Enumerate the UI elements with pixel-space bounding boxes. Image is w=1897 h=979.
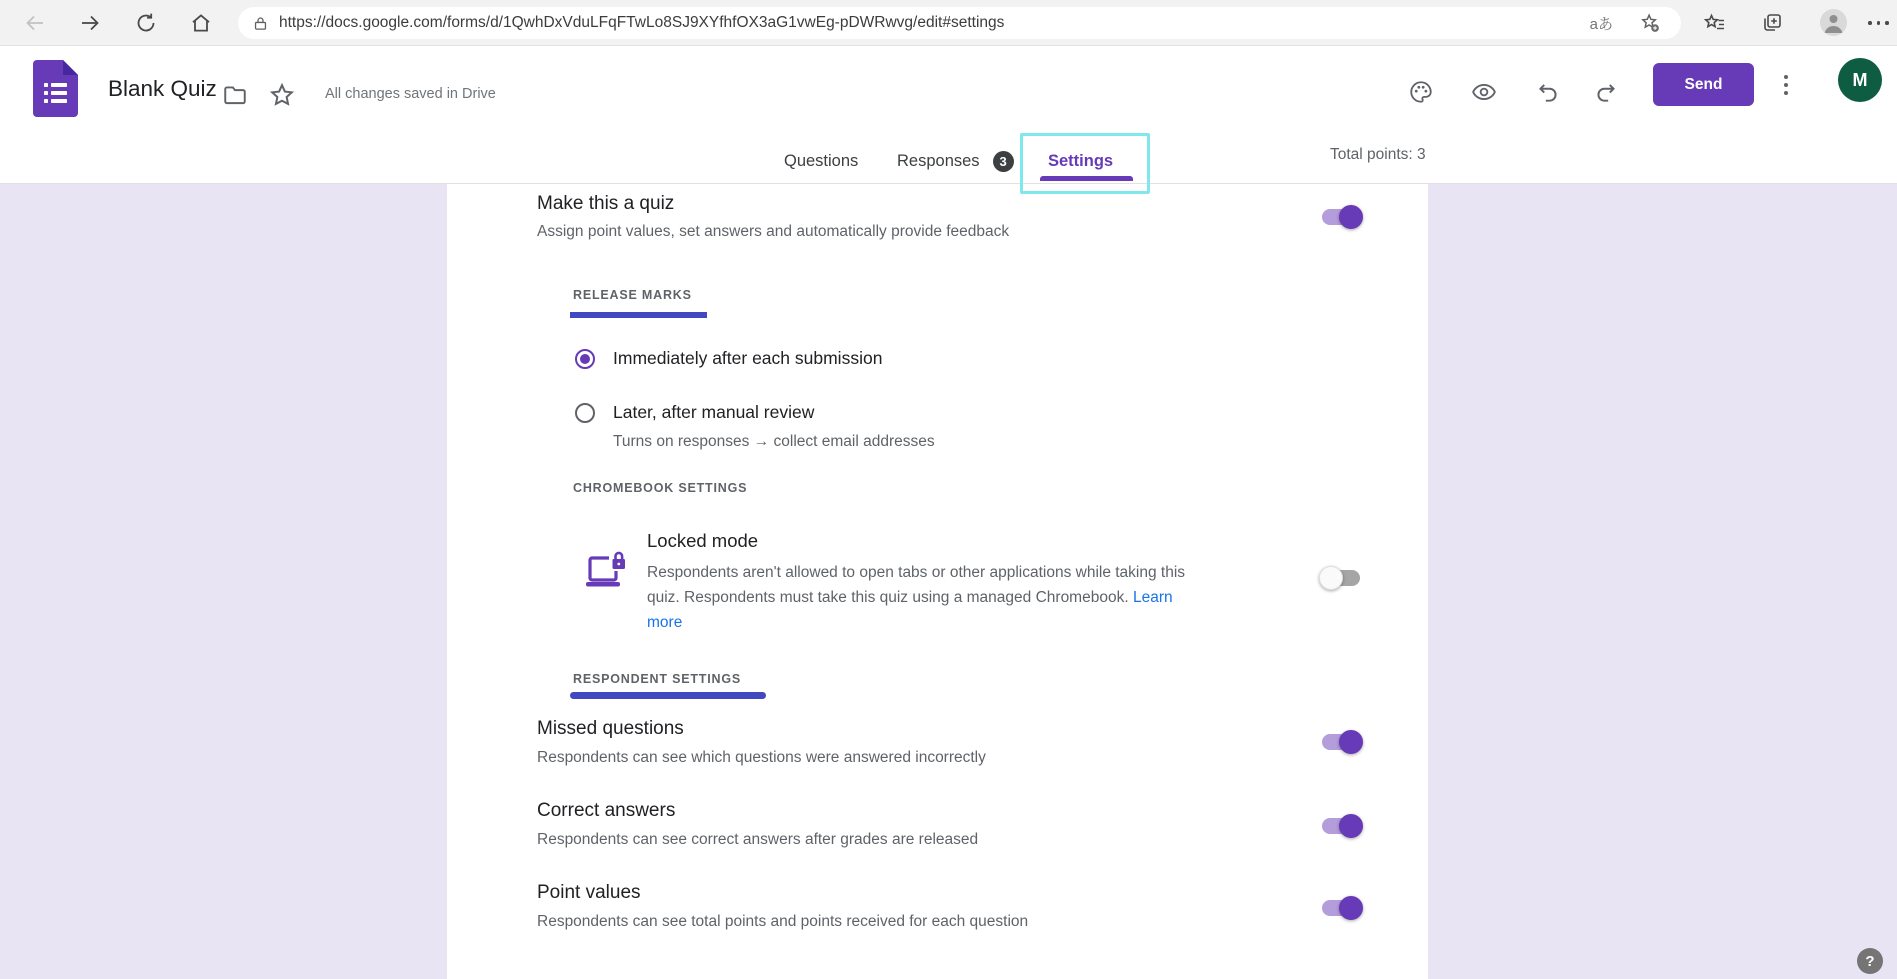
missed-questions-toggle[interactable] [1319,730,1363,754]
redo-icon[interactable] [1593,79,1619,105]
correct-answers-toggle[interactable] [1319,814,1363,838]
point-values-description: Respondents can see total points and points received for each question [537,913,1029,930]
correct-answers-description: Respondents can see correct answers after grades are released [537,831,979,848]
tab-responses-label: Responses [897,151,980,170]
move-folder-icon[interactable] [222,82,248,108]
radio-later-note: Turns on responses → collect email addresses [613,433,935,450]
forward-icon[interactable] [78,11,102,35]
chromebook-settings-heading: CHROMEBOOK SETTINGS [573,481,748,495]
browser-menu-icon[interactable] [1868,21,1890,25]
browser-toolbar [0,0,1897,46]
locked-mode-description-text: Respondents aren't allowed to open tabs or other applications while taking this quiz. Respondents must take this quiz using a managed Chromebook. [647,564,1186,606]
point-values-toggle[interactable] [1319,896,1363,920]
back-icon[interactable] [23,11,47,35]
locked-mode-laptop-lock-icon [583,548,630,594]
locked-mode-description [647,560,1207,635]
correct-answers-title: Correct answers [537,800,676,821]
forms-logo-icon[interactable] [33,60,78,117]
favorites-icon[interactable] [1703,11,1727,35]
home-icon[interactable] [189,11,213,35]
browser-profile-icon[interactable] [1820,9,1847,36]
radio-immediately-label[interactable]: Immediately after each submission [613,348,883,368]
translate-icon[interactable]: aあ [1589,15,1613,33]
radio-immediately[interactable] [575,349,595,369]
point-values-title: Point values [537,882,641,903]
missed-questions-description: Respondents can see which questions were answered incorrectly [537,749,986,766]
refresh-icon[interactable] [134,11,158,35]
form-title[interactable]: Blank Quiz [108,76,217,101]
site-lock-icon[interactable] [252,15,269,32]
annotation-underline-release-marks [570,312,707,318]
active-tab-underline [1040,176,1133,181]
collections-icon[interactable] [1760,11,1784,35]
learn-more-link[interactable]: Learn more [647,589,1173,631]
radio-later[interactable] [575,403,595,423]
undo-icon[interactable] [1535,79,1561,105]
help-button[interactable]: ? [1857,948,1883,974]
annotation-underline-respondent-settings [570,692,766,699]
settings-page [0,184,1897,979]
tab-settings[interactable]: Settings [1048,151,1114,170]
add-favorite-icon[interactable] [1639,12,1661,34]
settings-card [447,184,1428,979]
locked-mode-title: Locked mode [647,530,759,551]
quiz-toggle[interactable] [1319,205,1363,229]
send-button[interactable]: Send [1653,63,1754,106]
preview-eye-icon[interactable] [1471,79,1497,105]
forms-header [0,46,1897,184]
save-status: All changes saved in Drive [325,86,496,102]
tab-questions[interactable]: Questions [784,151,859,170]
more-menu-icon[interactable] [1784,75,1788,107]
star-icon[interactable] [268,81,296,109]
responses-count-badge: 3 [993,151,1014,172]
radio-later-label[interactable]: Later, after manual review [613,402,815,422]
release-marks-heading: RELEASE MARKS [573,288,692,302]
locked-mode-toggle[interactable] [1319,566,1363,590]
total-points: Total points: 3 [1330,146,1426,163]
quiz-toggle-description: Assign point values, set answers and automatically provide feedback [537,223,1010,240]
quiz-toggle-title: Make this a quiz [537,193,675,214]
url-text: https://docs.google.com/forms/d/1QwhDxVduLFqFTwLo8SJ9XYfhfOX3aG1vwEg-pDWRwvg/edit#settings [279,14,1005,31]
address-bar[interactable] [238,7,1681,39]
account-avatar[interactable]: M [1838,58,1882,102]
respondent-settings-heading: RESPONDENT SETTINGS [573,672,741,686]
address-bar-actions [1590,12,1667,34]
tab-responses[interactable] [897,138,1014,184]
theme-palette-icon[interactable] [1408,79,1434,105]
missed-questions-title: Missed questions [537,718,684,739]
